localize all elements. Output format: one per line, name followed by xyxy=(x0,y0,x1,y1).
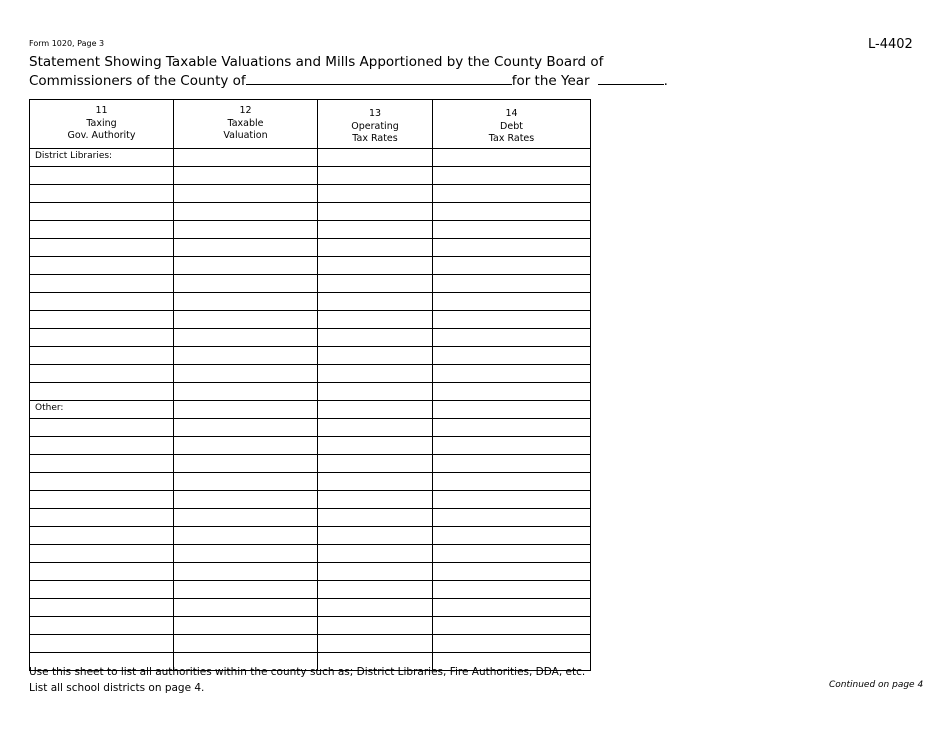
table-row xyxy=(30,635,591,653)
valuation-cell[interactable] xyxy=(174,311,318,329)
table-header-row xyxy=(30,100,591,149)
title-line-2 xyxy=(29,71,668,90)
valuation-cell[interactable] xyxy=(174,617,318,635)
operating-rate-cell[interactable] xyxy=(318,617,433,635)
debt-rate-cell[interactable] xyxy=(433,599,591,617)
valuation-cell[interactable] xyxy=(174,635,318,653)
operating-rate-cell[interactable] xyxy=(318,635,433,653)
debt-rate-cell[interactable] xyxy=(433,329,591,347)
column-title-line-1: Taxing xyxy=(86,117,117,129)
table-row xyxy=(30,383,591,401)
debt-rate-cell[interactable] xyxy=(433,545,591,563)
valuation-cell[interactable] xyxy=(174,221,318,239)
column-number: 12 xyxy=(239,105,252,117)
table-row xyxy=(30,221,591,239)
title-line-2-prefix: Commissioners of the County of xyxy=(29,73,246,89)
table-row xyxy=(30,203,591,221)
operating-rate-cell[interactable] xyxy=(318,599,433,617)
debt-rate-cell[interactable] xyxy=(433,203,591,221)
authority-cell[interactable] xyxy=(30,599,174,617)
instruction-note-line-1: Use this sheet to list all authorities within the county such as; District Libraries, Fire Authorities, DDA, etc. xyxy=(29,666,586,678)
operating-rate-cell[interactable] xyxy=(318,365,433,383)
operating-rate-cell[interactable] xyxy=(318,563,433,581)
debt-rate-cell[interactable] xyxy=(433,293,591,311)
authority-cell[interactable] xyxy=(30,581,174,599)
debt-rate-cell[interactable] xyxy=(433,473,591,491)
operating-rate-cell[interactable] xyxy=(318,293,433,311)
valuation-cell[interactable] xyxy=(174,203,318,221)
debt-rate-cell[interactable] xyxy=(433,383,591,401)
operating-rate-cell[interactable] xyxy=(318,527,433,545)
operating-rate-cell[interactable] xyxy=(318,239,433,257)
operating-rate-cell[interactable] xyxy=(318,257,433,275)
column-header-12 xyxy=(174,100,318,149)
operating-rate-cell[interactable] xyxy=(318,221,433,239)
authority-cell[interactable] xyxy=(30,329,174,347)
debt-rate-cell[interactable] xyxy=(433,401,591,419)
table-row xyxy=(30,581,591,599)
table-row xyxy=(30,239,591,257)
table-row xyxy=(30,419,591,437)
table-row xyxy=(30,509,591,527)
county-name-field[interactable] xyxy=(246,71,512,85)
table-row xyxy=(30,473,591,491)
authority-cell[interactable] xyxy=(30,383,174,401)
authority-cell[interactable] xyxy=(30,239,174,257)
debt-rate-cell[interactable] xyxy=(433,509,591,527)
debt-rate-cell[interactable] xyxy=(433,185,591,203)
valuation-cell[interactable] xyxy=(174,491,318,509)
valuation-cell[interactable] xyxy=(174,581,318,599)
table-row xyxy=(30,437,591,455)
table-row xyxy=(30,311,591,329)
form-number: Form 1020, Page 3 xyxy=(29,39,105,48)
valuation-cell[interactable] xyxy=(174,185,318,203)
authority-cell[interactable] xyxy=(30,545,174,563)
valuation-cell[interactable] xyxy=(174,149,318,167)
authority-cell[interactable] xyxy=(30,185,174,203)
authority-cell[interactable] xyxy=(30,473,174,491)
valuation-cell[interactable] xyxy=(174,509,318,527)
authority-cell[interactable] xyxy=(30,455,174,473)
operating-rate-cell[interactable] xyxy=(318,203,433,221)
table-row xyxy=(30,167,591,185)
authority-cell[interactable] xyxy=(30,491,174,509)
authority-cell[interactable] xyxy=(30,275,174,293)
operating-rate-cell[interactable] xyxy=(318,167,433,185)
table-row xyxy=(30,563,591,581)
debt-rate-cell[interactable] xyxy=(433,221,591,239)
operating-rate-cell[interactable] xyxy=(318,347,433,365)
operating-rate-cell[interactable] xyxy=(318,419,433,437)
column-header-14 xyxy=(433,100,591,149)
authority-cell[interactable] xyxy=(30,563,174,581)
valuation-cell[interactable] xyxy=(174,293,318,311)
table-row xyxy=(30,491,591,509)
table-row xyxy=(30,329,591,347)
column-title-line-2: Tax Rates xyxy=(352,133,398,145)
authority-cell[interactable] xyxy=(30,617,174,635)
year-field[interactable] xyxy=(598,71,664,85)
operating-rate-cell[interactable] xyxy=(318,383,433,401)
operating-rate-cell[interactable] xyxy=(318,509,433,527)
table-row xyxy=(30,617,591,635)
valuation-cell[interactable] xyxy=(174,275,318,293)
valuation-cell[interactable] xyxy=(174,563,318,581)
column-header-11 xyxy=(30,100,174,149)
operating-rate-cell[interactable] xyxy=(318,581,433,599)
table-row xyxy=(30,599,591,617)
table-row xyxy=(30,275,591,293)
operating-rate-cell[interactable] xyxy=(318,149,433,167)
section-label: District Libraries: xyxy=(30,149,174,167)
debt-rate-cell[interactable] xyxy=(433,455,591,473)
authority-cell[interactable] xyxy=(30,311,174,329)
operating-rate-cell[interactable] xyxy=(318,455,433,473)
debt-rate-cell[interactable] xyxy=(433,275,591,293)
valuation-cell[interactable] xyxy=(174,437,318,455)
debt-rate-cell[interactable] xyxy=(433,617,591,635)
table-row xyxy=(30,293,591,311)
debt-rate-cell[interactable] xyxy=(433,149,591,167)
operating-rate-cell[interactable] xyxy=(318,311,433,329)
operating-rate-cell[interactable] xyxy=(318,185,433,203)
debt-rate-cell[interactable] xyxy=(433,437,591,455)
column-title-line-1: Debt xyxy=(500,120,523,132)
column-number: 13 xyxy=(368,108,382,120)
authority-cell[interactable] xyxy=(30,509,174,527)
debt-rate-cell[interactable] xyxy=(433,635,591,653)
column-number: 14 xyxy=(505,108,518,120)
authority-cell[interactable] xyxy=(30,167,174,185)
authority-cell[interactable] xyxy=(30,437,174,455)
authority-cell[interactable] xyxy=(30,365,174,383)
title-line-1: Statement Showing Taxable Valuations and Mills Apportioned by the County Board of xyxy=(29,54,604,70)
table-row xyxy=(30,185,591,203)
debt-rate-cell[interactable] xyxy=(433,167,591,185)
authority-cell[interactable] xyxy=(30,257,174,275)
debt-rate-cell[interactable] xyxy=(433,419,591,437)
authority-cell[interactable] xyxy=(30,293,174,311)
column-title-line-1: Taxable xyxy=(227,117,264,129)
table-row xyxy=(30,365,591,383)
operating-rate-cell[interactable] xyxy=(318,491,433,509)
valuation-cell[interactable] xyxy=(174,167,318,185)
form-title xyxy=(29,54,668,90)
section-label: Other: xyxy=(30,401,174,419)
valuation-cell[interactable] xyxy=(174,473,318,491)
valuation-cell[interactable] xyxy=(174,455,318,473)
debt-rate-cell[interactable] xyxy=(433,491,591,509)
column-number: 11 xyxy=(95,105,108,117)
column-header-13 xyxy=(318,100,433,149)
debt-rate-cell[interactable] xyxy=(433,527,591,545)
debt-rate-cell[interactable] xyxy=(433,239,591,257)
table-row xyxy=(30,347,591,365)
column-title-line-2: Valuation xyxy=(223,130,268,142)
apportionment-table xyxy=(29,99,591,671)
table-row xyxy=(30,545,591,563)
form-code: L-4402 xyxy=(868,37,913,52)
debt-rate-cell[interactable] xyxy=(433,347,591,365)
valuation-cell[interactable] xyxy=(174,401,318,419)
debt-rate-cell[interactable] xyxy=(433,311,591,329)
operating-rate-cell[interactable] xyxy=(318,473,433,491)
table-row xyxy=(30,527,591,545)
section-header-row xyxy=(30,149,591,167)
continued-note: Continued on page 4 xyxy=(829,680,924,690)
debt-rate-cell[interactable] xyxy=(433,563,591,581)
instruction-note-line-2: List all school districts on page 4. xyxy=(29,682,205,694)
authority-cell[interactable] xyxy=(30,203,174,221)
valuation-cell[interactable] xyxy=(174,347,318,365)
operating-rate-cell[interactable] xyxy=(318,329,433,347)
table-row xyxy=(30,257,591,275)
authority-cell[interactable] xyxy=(30,527,174,545)
valuation-cell[interactable] xyxy=(174,239,318,257)
valuation-cell[interactable] xyxy=(174,419,318,437)
operating-rate-cell[interactable] xyxy=(318,401,433,419)
authority-cell[interactable] xyxy=(30,347,174,365)
section-header-row xyxy=(30,401,591,419)
operating-rate-cell[interactable] xyxy=(318,437,433,455)
debt-rate-cell[interactable] xyxy=(433,365,591,383)
authority-cell[interactable] xyxy=(30,221,174,239)
valuation-cell[interactable] xyxy=(174,527,318,545)
valuation-cell[interactable] xyxy=(174,365,318,383)
debt-rate-cell[interactable] xyxy=(433,257,591,275)
valuation-cell[interactable] xyxy=(174,329,318,347)
authority-cell[interactable] xyxy=(30,419,174,437)
title-line-2-suffix: for the Year xyxy=(511,73,590,89)
valuation-cell[interactable] xyxy=(174,257,318,275)
authority-cell[interactable] xyxy=(30,635,174,653)
operating-rate-cell[interactable] xyxy=(318,545,433,563)
title-line-2-end: . xyxy=(663,73,668,89)
debt-rate-cell[interactable] xyxy=(433,581,591,599)
valuation-cell[interactable] xyxy=(174,599,318,617)
table-row xyxy=(30,455,591,473)
column-title-line-2: Tax Rates xyxy=(488,133,535,145)
column-title-line-1: Operating xyxy=(351,120,399,132)
valuation-cell[interactable] xyxy=(174,545,318,563)
valuation-cell[interactable] xyxy=(174,383,318,401)
column-title-line-2: Gov. Authority xyxy=(67,130,136,142)
operating-rate-cell[interactable] xyxy=(318,275,433,293)
